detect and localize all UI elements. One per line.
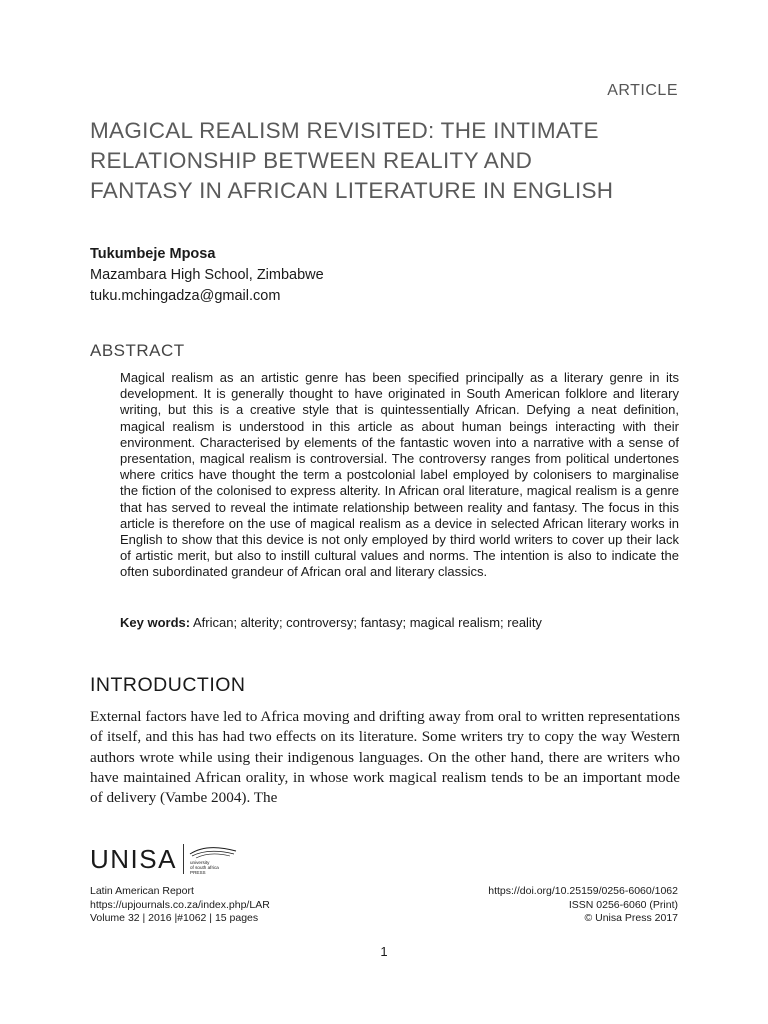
page-number: 1 [380, 944, 388, 959]
journal-url[interactable]: https://upjournals.co.za/index.php/LAR [90, 898, 270, 911]
copyright: © Unisa Press 2017 [584, 912, 678, 924]
footer-left [90, 885, 270, 926]
doi-link[interactable]: https://doi.org/10.25159/0256-6060/1062 [488, 885, 678, 897]
volume-info: Volume 32 | 2016 |#1062 | 15 pages [90, 912, 259, 924]
publisher-logo [90, 842, 240, 876]
title-line: RELATIONSHIP BETWEEN REALITY AND [90, 148, 533, 173]
introduction-body: External factors have led to Africa moving and drifting away from oral to written representations of itself, and this has had two effects on its literature. Some writers try to copy the way Western authors wrote while using their indigenous languages. On the other hand, there are writers who have maintained African orality, in whose work magical realism tends to be an important mode of delivery (Vambe 2004). The [90, 708, 680, 807]
logo-subtext: of south africa [189, 865, 219, 870]
abstract-body: Magical realism as an artistic genre has been specified principally as a literary genre in its development. It is generally thought to have originated in South American folklore and literary writing, but this is a creative style that is quintessentially African. Defying a neat definition, magical realism is understood in this article as about human beings interacting with their environment. Characterised by elements of the fantastic woven into a narrative with a sense of presentation, magical realism is controversial. The controversy ranges from political undertones where critics have thought the term a postcolonial label employed by colonisers to marginalise the fiction of the colonised to express alterity. In African oral literature, magical realism is a genre that has served to reveal the intimate relationship between reality and fantasy. The focus in this article is therefore on the use of magical realism as a device in selected African literary works in English to show that this device is not only employed by third world writers to cover up their lack of artistic merit, but also to instill cultural values and norms. The intention is also to indicate the often subordinated grandeur of African oral and literary classics. [120, 370, 679, 580]
keywords-label: Key words: [120, 615, 191, 630]
section-label: ARTICLE [607, 82, 678, 99]
author-affiliation: Mazambara High School, Zimbabwe [90, 267, 324, 283]
author-email[interactable]: tuku.mchingadza@gmail.com [90, 288, 281, 304]
logo-subtext: PRESS [189, 870, 206, 875]
author-block [90, 244, 324, 307]
author-name: Tukumbeje Mposa [90, 246, 216, 262]
footer-right [488, 885, 678, 926]
logo-subtext: university [189, 860, 210, 865]
keywords [120, 614, 680, 631]
title-line: MAGICAL REALISM REVISITED: THE INTIMATE [90, 118, 599, 143]
logo-divider [183, 844, 184, 874]
unisa-press-mark-icon [188, 842, 240, 876]
article-title [90, 116, 690, 206]
introduction-heading: INTRODUCTION [90, 674, 246, 696]
title-line: FANTASY IN AFRICAN LITERATURE IN ENGLISH [90, 178, 614, 203]
abstract-heading: ABSTRACT [90, 341, 185, 360]
logo-wordmark: UNISA [90, 843, 177, 874]
keywords-list: African; alterity; controversy; fantasy; magical realism; reality [192, 615, 542, 630]
journal-name: Latin American Report [90, 885, 194, 897]
issn: ISSN 0256-6060 (Print) [568, 898, 678, 911]
